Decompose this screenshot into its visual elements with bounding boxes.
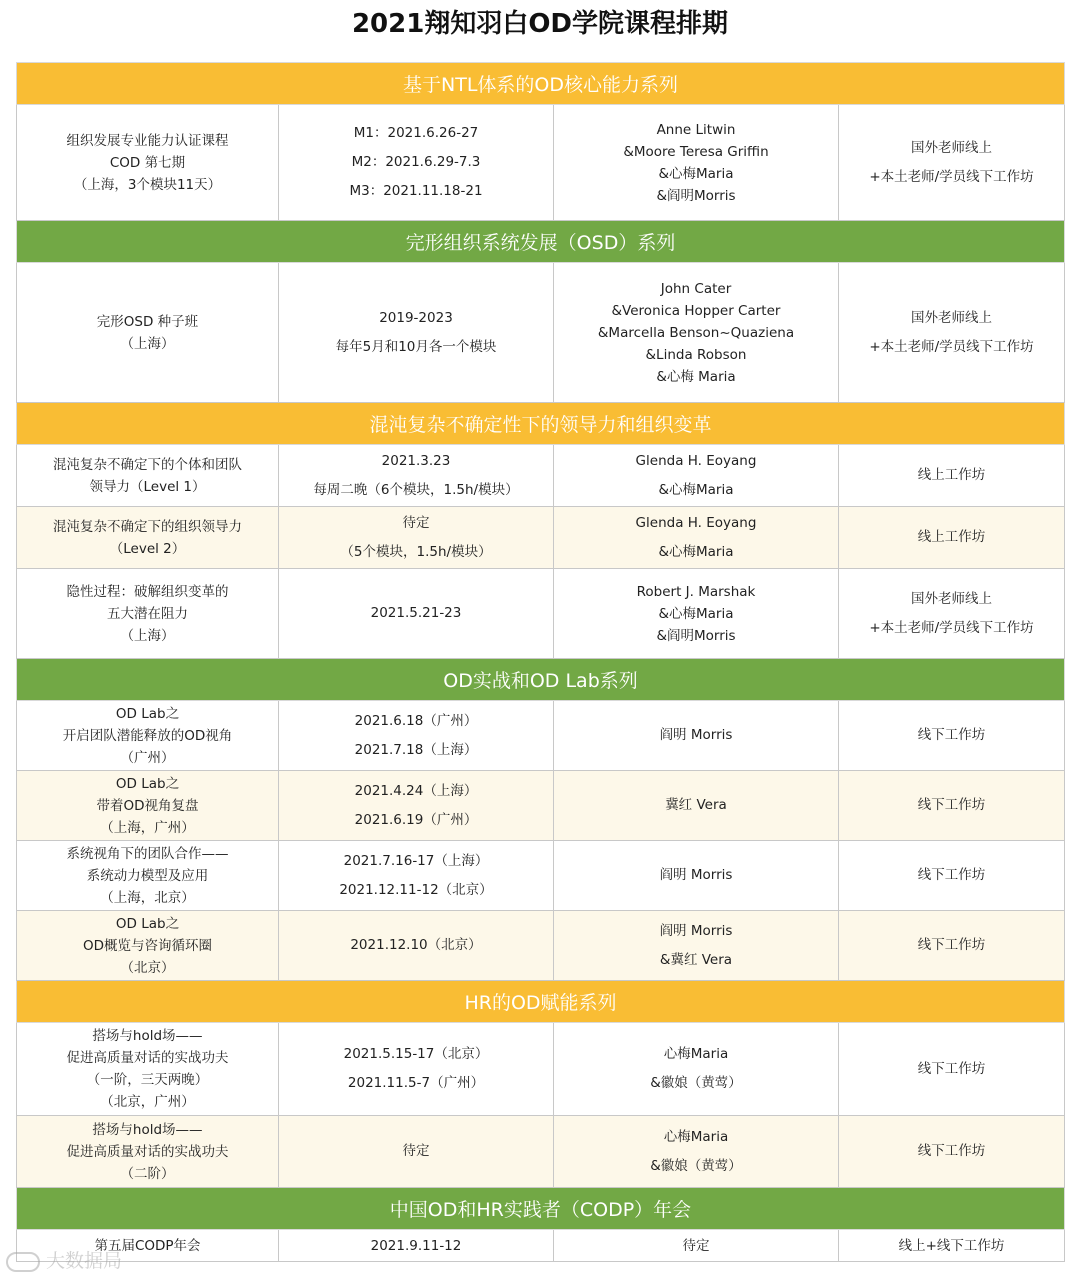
cell-line: 线上工作坊 [917,529,986,545]
course-row [17,1116,1065,1188]
cell-line: 国外老师线上 [911,139,992,156]
course-dates-cell [279,105,554,221]
cell-line: &心梅Maria [658,165,734,182]
course-format-cell [839,105,1065,221]
section-header [17,659,1065,701]
cell-line: 冀红 Vera [665,797,727,813]
course-name-cell [17,263,279,403]
watermark-text: 大数据局 [46,1250,123,1272]
cell-line: John Cater [660,280,732,297]
cell-line: （北京，广州） [100,1094,195,1110]
course-format-cell [839,507,1065,569]
course-dates-cell [279,1230,554,1262]
cell-line: 组织发展专业能力认证课程 [66,132,229,149]
course-row [17,105,1065,221]
course-name-cell [17,841,279,911]
cell-line: 搭场与hold场—— [92,1121,203,1138]
cell-line: &阎明Morris [656,627,736,644]
course-row [17,771,1065,841]
cell-line: （上海） [120,627,175,644]
cell-line: 系统视角下的团队合作—— [66,845,229,862]
cell-line: 2019-2023 [379,309,453,326]
cell-line: OD Lab之 [115,705,180,722]
cell-line: 领导力（Level 1） [89,478,206,495]
cell-line: 系统动力模型及应用 [86,867,209,884]
cell-line: 2021.4.24（上海） [354,782,478,799]
course-teachers-cell [554,263,839,403]
course-row [17,1230,1065,1262]
course-dates-cell [279,445,554,507]
cell-line: 心梅Maria [663,1046,729,1062]
section-title: 完形组织系统发展（OSD）系列 [17,221,1065,263]
cell-line: （二阶） [120,1165,175,1182]
cell-line: 促进高质量对话的实战功夫 [66,1050,229,1066]
course-format-cell [839,771,1065,841]
cell-line: 线上工作坊 [917,467,986,483]
cell-line: （广州） [120,749,175,766]
cell-line: M1：2021.6.26-27 [353,125,479,141]
course-teachers-cell [554,701,839,771]
cell-line: +本土老师/学员线下工作坊 [869,168,1034,185]
cell-line: M2：2021.6.29-7.3 [351,154,481,170]
cell-line: 线下工作坊 [917,867,986,883]
cell-line: &冀红 Vera [659,951,733,968]
course-dates-cell [279,507,554,569]
course-dates-cell [279,701,554,771]
course-format-cell [839,1023,1065,1116]
cell-line: 待定 [402,514,430,531]
cell-line: 线下工作坊 [917,1143,986,1159]
section-title: 混沌复杂不确定性下的领导力和组织变革 [17,403,1065,445]
cell-line: 2021.9.11-12 [370,1237,462,1254]
course-teachers-cell [554,1023,839,1116]
cell-line: 2021.6.18（广州） [354,712,478,729]
course-format-cell [839,1116,1065,1188]
page-title: 2021翔知羽白OD学院课程排期 [351,9,729,39]
cell-line: 2021.11.5-7（广州） [347,1075,485,1091]
cell-line: 心梅Maria [663,1128,729,1145]
cell-line: 2021.5.21-23 [370,605,462,621]
course-teachers-cell [554,911,839,981]
cell-line: M3：2021.11.18-21 [349,183,483,199]
cell-line: （上海，广州） [100,819,195,836]
section-header [17,221,1065,263]
cell-line: Glenda H. Eoyang [635,514,757,531]
section-title: OD实战和OD Lab系列 [17,659,1065,701]
course-teachers-cell [554,841,839,911]
course-name-cell [17,507,279,569]
cell-line: 2021.12.10（北京） [350,937,482,953]
cell-line: 搭场与hold场—— [92,1028,203,1044]
cell-line: 线下工作坊 [917,1060,986,1077]
course-name-cell [17,701,279,771]
section-header [17,403,1065,445]
cell-line: OD Lab之 [115,775,180,792]
cell-line: +本土老师/学员线下工作坊 [869,619,1034,636]
course-name-cell [17,771,279,841]
schedule-table [16,62,1065,1262]
course-row [17,701,1065,771]
cell-line: 2021.12.11-12（北京） [339,881,493,898]
course-dates-cell [279,1023,554,1116]
section-header [17,981,1065,1023]
section-title: 中国OD和HR实践者（CODP）年会 [17,1188,1065,1230]
cell-line: （5个模块，1.5h/模块） [340,543,492,560]
cell-line: Glenda H. Eoyang [635,452,757,469]
course-row [17,911,1065,981]
cell-line: 每周二晚（6个模块，1.5h/模块） [313,481,519,498]
cell-line: （上海，3个模块11天） [73,176,222,193]
cell-line: （一阶，三天两晚） [86,1072,209,1088]
cell-line: 国外老师线上 [911,590,992,607]
cell-line: 混沌复杂不确定下的组织领导力 [53,518,242,535]
course-format-cell [839,911,1065,981]
course-name-cell [17,569,279,659]
cell-line: 第五届CODP年会 [94,1237,201,1254]
cell-line: &Linda Robson [645,346,747,363]
cell-line: &徽娘（黄莺） [650,1075,742,1091]
course-format-cell [839,569,1065,659]
section-title: HR的OD赋能系列 [17,981,1065,1023]
course-row [17,841,1065,911]
course-dates-cell [279,841,554,911]
cell-line: 2021.7.16-17（上海） [343,852,489,869]
course-teachers-cell [554,1230,839,1262]
course-name-cell [17,911,279,981]
cell-line: 待定 [402,1143,430,1159]
cell-line: COD 第七期 [109,154,186,171]
cell-line: 带着OD视角复盘 [96,797,199,814]
cell-line: &心梅 Maria [656,368,736,385]
cell-line: 混沌复杂不确定下的个体和团队 [53,456,242,473]
cell-line: &心梅Maria [658,481,734,498]
cell-line: 五大潜在阻力 [107,605,188,622]
course-row [17,263,1065,403]
watermark [6,1246,122,1276]
course-teachers-cell [554,445,839,507]
course-row [17,507,1065,569]
cell-line: 每年5月和10月各一个模块 [335,338,497,355]
section-header [17,1188,1065,1230]
course-name-cell [17,445,279,507]
cell-line: （上海，北京） [100,889,195,906]
cell-line: 线上+线下工作坊 [898,1237,1005,1254]
cell-line: &Marcella Benson~Quaziena [597,324,795,341]
course-name-cell [17,105,279,221]
course-format-cell [839,263,1065,403]
cell-line: 2021.5.15-17（北京） [343,1046,489,1062]
cell-line: 线下工作坊 [917,797,986,813]
cell-line: OD概览与咨询循环圈 [82,937,213,954]
cell-line: 隐性过程：破解组织变革的 [66,583,229,600]
cell-line: 线下工作坊 [917,937,986,953]
cell-line: Anne Litwin [656,121,736,138]
course-teachers-cell [554,569,839,659]
watermark-logo-icon [6,1252,40,1272]
course-dates-cell [279,1116,554,1188]
course-row [17,569,1065,659]
cell-line: +本土老师/学员线下工作坊 [869,338,1034,355]
course-format-cell [839,701,1065,771]
course-name-cell [17,1116,279,1188]
cell-line: 待定 [682,1237,710,1254]
course-teachers-cell [554,771,839,841]
cell-line: Robert J. Marshak [636,583,756,600]
cell-line: 阎明 Morris [659,867,733,883]
cell-line: &心梅Maria [658,543,734,560]
course-row [17,1023,1065,1116]
cell-line: 完形OSD 种子班 [96,313,199,330]
cell-line: 2021.6.19（广州） [354,811,478,828]
cell-line: 线下工作坊 [917,727,986,743]
course-dates-cell [279,263,554,403]
course-teachers-cell [554,507,839,569]
course-format-cell [839,1230,1065,1262]
course-format-cell [839,841,1065,911]
cell-line: &Veronica Hopper Carter [611,302,781,319]
cell-line: 促进高质量对话的实战功夫 [66,1143,229,1160]
cell-line: （Level 2） [109,540,186,557]
course-teachers-cell [554,105,839,221]
course-teachers-cell [554,1116,839,1188]
cell-line: &徽娘（黄莺） [650,1157,742,1174]
cell-line: （北京） [120,959,175,976]
course-format-cell [839,445,1065,507]
cell-line: OD Lab之 [115,915,180,932]
section-header [17,63,1065,105]
cell-line: &心梅Maria [658,605,734,622]
cell-line: 阎明 Morris [659,922,733,939]
course-dates-cell [279,771,554,841]
cell-line: &阎明Morris [656,187,736,204]
cell-line: （上海） [120,335,175,352]
cell-line: 开启团队潜能释放的OD视角 [62,727,233,744]
cell-line: 阎明 Morris [659,727,733,743]
course-row [17,445,1065,507]
cell-line: &Moore Teresa Griffin [623,143,769,160]
cell-line: 国外老师线上 [911,309,992,326]
course-dates-cell [279,569,554,659]
cell-line: 2021.3.23 [381,452,451,469]
section-title: 基于NTL体系的OD核心能力系列 [17,63,1065,105]
cell-line: 2021.7.18（上海） [354,741,478,758]
course-dates-cell [279,911,554,981]
course-name-cell [17,1023,279,1116]
